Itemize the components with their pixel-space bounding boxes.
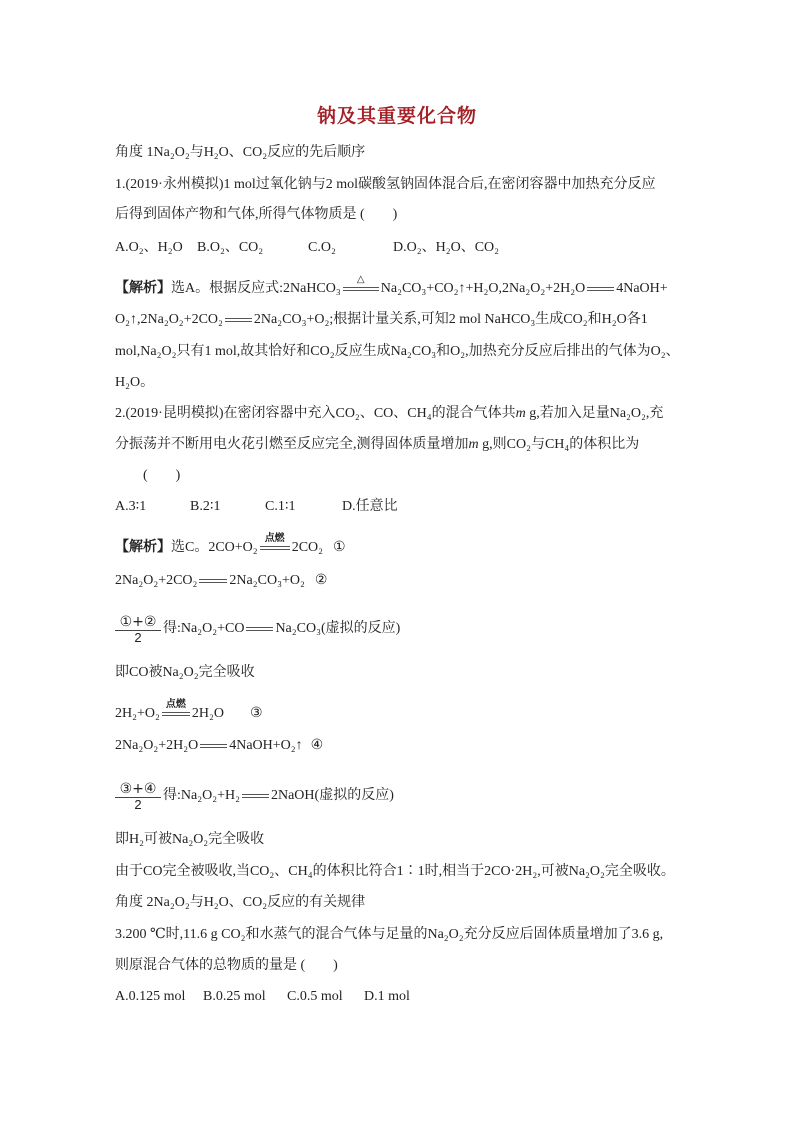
reaction-equals-sign <box>587 287 614 291</box>
question-text: 后得到固体产物和气体,所得气体物质是 ( ) <box>115 207 398 222</box>
option-b: B.2∶1 <box>190 499 221 514</box>
analysis-text: Na₂CO₃(虚拟的反应) <box>275 621 401 636</box>
analysis-text: 2Na₂CO₃+O₂ <box>229 573 305 588</box>
question-1-stem-line-1 <box>115 175 656 195</box>
fraction-numerator: ③+④ <box>119 780 157 797</box>
option-d: D.1 mol <box>364 989 410 1004</box>
analysis-text: 即CO被Na₂O₂完全吸收 <box>115 665 255 680</box>
analysis-text: 4NaOH+ <box>616 281 668 296</box>
analysis-text: 由于CO完全被吸收,当CO₂、CH₄的体积比符合1∶1时,相当于2CO·2H₂,可被Na₂O₂完全吸收。 <box>115 864 675 879</box>
analysis-2-conclusion <box>115 862 675 882</box>
analysis-2-equation-3 <box>115 699 263 724</box>
question-text: g,则CO₂与CH₄的体积比为 <box>478 437 640 452</box>
analysis-2-sum-2 <box>115 780 394 812</box>
analysis-text: 2Na₂O₂+2H₂O <box>115 738 199 753</box>
question-2-stem-line-2 <box>115 435 639 455</box>
ignition-condition-arrow <box>260 533 290 550</box>
analysis-text: 2H₂+O₂ <box>115 706 160 721</box>
reaction-equals-sign <box>200 744 227 748</box>
analysis-2-note-2 <box>115 830 264 850</box>
question-text: 1.(2019·永州模拟)1 mol过氧化钠与2 mol碳酸氢钠固体混合后,在密闭容器中加热充分反应 <box>115 177 656 192</box>
analysis-text: 2Na₂O₂+2CO₂ <box>115 573 198 588</box>
analysis-text: 4NaOH+O₂↑ <box>229 738 303 753</box>
option-d: D.任意比 <box>342 499 398 514</box>
option-d: D.O₂、H₂O、CO₂ <box>393 240 500 255</box>
analysis-text: 2CO₂ <box>291 540 324 555</box>
ignition-label: 点燃 <box>165 699 186 710</box>
option-c: C.0.5 mol <box>287 989 343 1004</box>
question-text: 分振荡并不断用电火花引燃至反应完全,测得固体质量增加 <box>115 437 469 452</box>
option-a: A.O₂、H₂O <box>115 240 183 255</box>
option-b: B.O₂、CO₂ <box>197 240 264 255</box>
equation-marker: ① <box>333 540 346 555</box>
ignition-condition-arrow <box>162 699 190 716</box>
question-2-stem-line-3 <box>143 466 180 486</box>
question-text: 2.(2019·昆明模拟)在密闭容器中充入CO₂、CO、CH₄的混合气体共 <box>115 406 516 421</box>
analysis-text: H₂O。 <box>115 375 155 390</box>
option-a: A.0.125 mol <box>115 989 186 1004</box>
page-title: 钠及其重要化合物 <box>316 106 477 127</box>
question-1-options <box>115 238 499 258</box>
analysis-2-equation-2 <box>115 571 327 591</box>
analysis-text: mol,Na₂O₂只有1 mol,故其恰好和CO₂反应生成Na₂CO₃和O₂,加热充分反应后排出的气体为O₂、 <box>115 344 680 359</box>
heating-condition-arrow <box>343 274 379 291</box>
analysis-text: Na₂CO₃+CO₂↑+H₂O,2Na₂O₂+2H₂O <box>380 281 586 296</box>
question-text: 则原混合气体的总物质的量是 ( ) <box>115 958 338 973</box>
analysis-text: 选A。根据反应式:2NaHCO₃ <box>171 281 341 296</box>
question-3-stem-line-2 <box>115 956 338 976</box>
question-text: g,若加入足量Na₂O₂,充 <box>525 406 664 421</box>
section-heading-text: 角度 1Na₂O₂与H₂O、CO₂反应的先后顺序 <box>115 145 366 160</box>
answer-blank: ( ) <box>143 468 181 483</box>
section-heading-text: 角度 2Na₂O₂与H₂O、CO₂反应的有关规律 <box>115 895 366 910</box>
analysis-1-line-2 <box>115 310 648 330</box>
reaction-equals-sign <box>199 579 227 583</box>
analysis-2-equation-1 <box>115 533 346 558</box>
question-2-options <box>115 497 398 517</box>
analysis-1-line-3 <box>115 342 680 362</box>
analysis-tag: 【解析】 <box>115 281 171 296</box>
reaction-equals-sign <box>246 627 273 631</box>
analysis-text: O₂↑,2Na₂O₂+2CO₂ <box>115 312 223 327</box>
fraction-denominator: 2 <box>134 629 142 645</box>
question-3-stem-line-1 <box>115 925 663 945</box>
equation-marker: ② <box>314 573 328 588</box>
fraction-numerator: ①+② <box>119 613 157 630</box>
analysis-2-sum-1 <box>115 613 400 645</box>
analysis-text: 2NaOH(虚拟的反应) <box>270 788 394 803</box>
option-c: C.O₂ <box>308 240 336 255</box>
reaction-equals-sign <box>242 794 269 798</box>
option-c: C.1∶1 <box>265 499 296 514</box>
option-b: B.0.25 mol <box>203 989 266 1004</box>
analysis-text: 2H₂O <box>191 706 224 721</box>
heating-symbol: △ <box>356 274 365 285</box>
section-heading-2 <box>115 893 365 913</box>
fraction-denominator: 2 <box>134 796 142 812</box>
analysis-2-note-1 <box>115 663 255 683</box>
analysis-1-line-4 <box>115 373 154 393</box>
mass-variable: m <box>468 437 479 452</box>
ignition-label: 点燃 <box>264 533 285 544</box>
analysis-2-equation-4 <box>115 736 323 756</box>
analysis-tag: 【解析】 <box>115 540 171 555</box>
analysis-text: 选C。2CO+O₂ <box>171 540 258 555</box>
fraction <box>115 614 161 645</box>
equation-marker: ④ <box>310 738 324 753</box>
analysis-text: 得:Na₂O₂+CO <box>163 621 245 636</box>
fraction <box>115 781 161 812</box>
analysis-text: 即H₂可被Na₂O₂完全吸收 <box>115 832 265 847</box>
analysis-1-line-1 <box>115 274 668 299</box>
question-3-options <box>115 987 410 1007</box>
question-text: 3.200 ℃时,11.6 g CO₂和水蒸气的混合气体与足量的Na₂O₂充分反应后固体质量增加了3.6 g, <box>115 927 664 942</box>
analysis-text: 得:Na₂O₂+H₂ <box>163 788 240 803</box>
option-a: A.3∶1 <box>115 499 147 514</box>
mass-variable: m <box>515 406 526 421</box>
question-2-stem-line-1 <box>115 404 663 424</box>
equation-marker: ③ <box>250 706 263 721</box>
section-heading-1 <box>115 143 365 163</box>
question-1-stem-line-2 <box>115 205 397 225</box>
analysis-text: 2Na₂CO₃+O₂;根据计量关系,可知2 mol NaHCO₃生成CO₂和H₂O各1 <box>253 312 648 327</box>
reaction-equals-sign <box>225 318 252 322</box>
